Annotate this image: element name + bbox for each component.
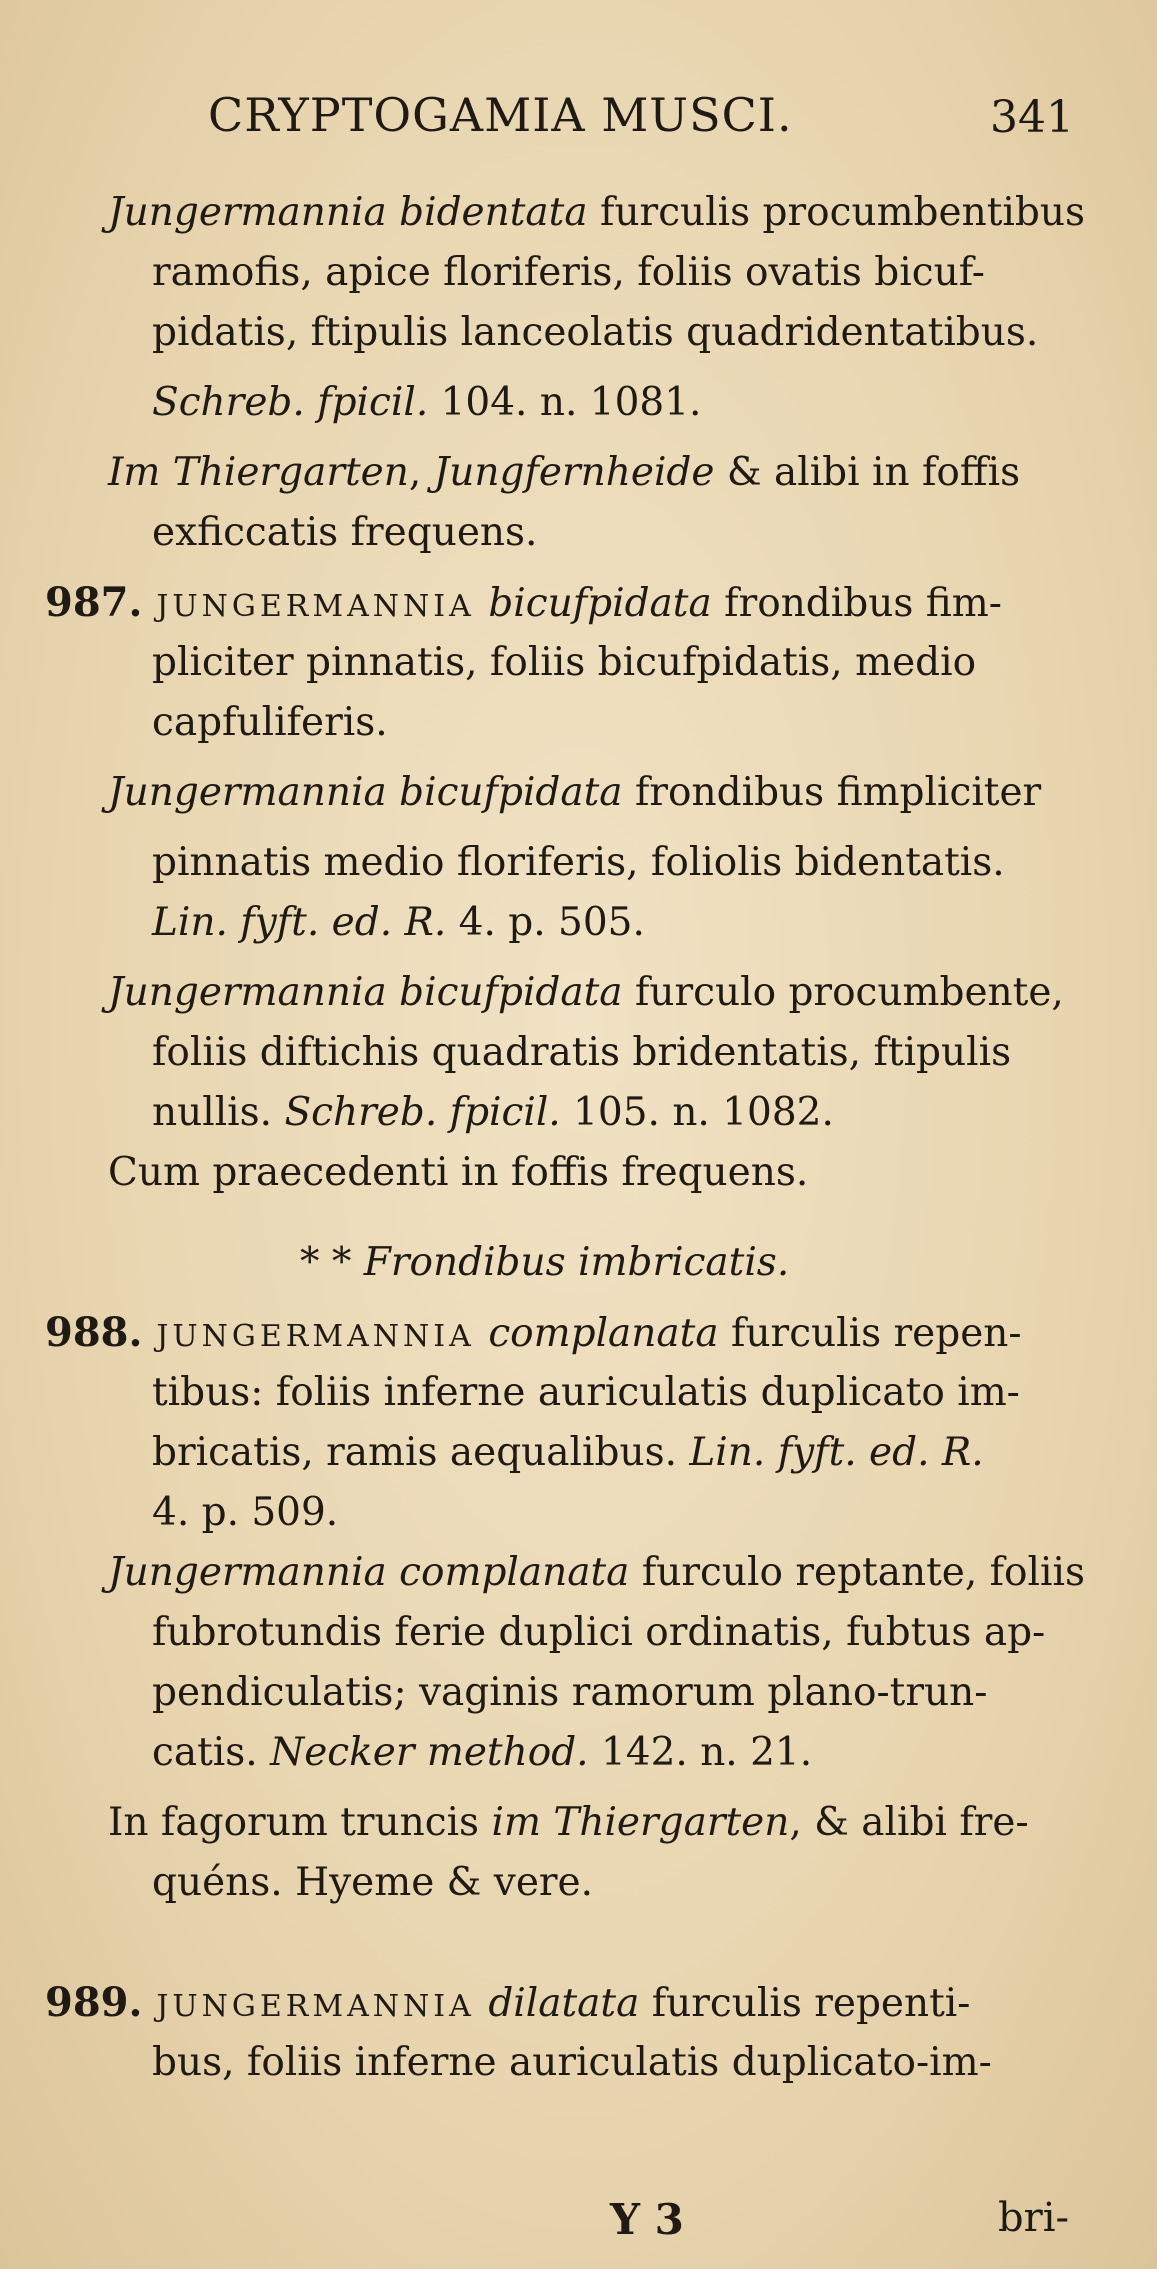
text-run: complanata (488, 1311, 719, 1356)
text-run: Necker method. (270, 1730, 589, 1775)
text-line (300, 1238, 789, 1288)
text-line (108, 448, 1020, 498)
text-line (152, 1858, 593, 1908)
text-run: tibus: foliis inferne auriculatis duplicato im- (152, 1370, 1020, 1415)
text-run: 104. n. 1081. (428, 380, 702, 425)
text-run: bicufpidata (488, 581, 712, 626)
entry-number: 987. (45, 579, 157, 626)
text-run: frondibus fim- (711, 581, 1002, 626)
running-header (0, 88, 1157, 148)
text-line (152, 378, 701, 428)
text-run: foliis diftichis quadratis bridentatis, ftipulis (152, 1030, 1012, 1075)
text-run: exficcatis frequens. (152, 510, 538, 555)
text-line (108, 768, 1041, 818)
text-run: quéns. Hyeme & vere. (152, 1860, 594, 1905)
text-run: dilatata (488, 1981, 640, 2026)
text-run: Schreb. fpicil. (152, 380, 429, 425)
text-run: Jungermannia bicufpidata (108, 770, 623, 815)
text-line (152, 1028, 1011, 1078)
entry-number: 989. (45, 1979, 157, 2026)
text-line (108, 1548, 1085, 1598)
text-run: furculis procumbentibus (587, 190, 1085, 235)
text-run: pliciter pinnatis, foliis bicufpidatis, medio (152, 640, 977, 685)
running-title: CRYPTOGAMIA MUSCI. (208, 88, 793, 142)
text-run: ramofis, apice floriferis, foliis ovatis bicuf- (152, 250, 985, 295)
text-run: bricatis, ramis aequalibus. (152, 1430, 690, 1475)
text-run: pendiculatis; vaginis ramorum plano-trun- (152, 1670, 988, 1715)
text-run: Jungermannia complanata (108, 1550, 630, 1595)
text-run: 4. p. 505. (446, 900, 645, 945)
text-line (152, 508, 537, 558)
text-run: In fagorum truncis (108, 1800, 492, 1845)
text-line (152, 898, 645, 948)
text-run: furculis repenti- (639, 1981, 971, 2026)
text-line (152, 1608, 1045, 1658)
text-run: Lin. fyft. ed. R. (152, 900, 447, 945)
text-run: , & alibi fre- (789, 1800, 1029, 1845)
signature-mark: Y 3 (610, 2195, 684, 2244)
text-run: 105. n. 1082. (560, 1090, 834, 1135)
text-run: Jungfernheide (433, 450, 715, 495)
text-line (108, 188, 1085, 238)
text-run: pidatis, ftipulis lanceolatis quadridentatibus. (152, 310, 1039, 355)
text-run: frondibus fimpliciter (622, 770, 1042, 815)
text-line (152, 248, 985, 298)
text-line (108, 1798, 1029, 1848)
text-line (152, 308, 1038, 358)
genus-name: JUNGERMANNIA (156, 1319, 489, 1354)
text-line (152, 1088, 834, 1138)
text-run: furculo procumbente, (622, 970, 1064, 1015)
text-run: Lin. fyft. ed. R. (689, 1430, 984, 1475)
text-run: Schreb. fpicil. (284, 1090, 561, 1135)
text-line (152, 1428, 984, 1478)
text-line (108, 1148, 808, 1198)
text-run: furculis repen- (718, 1311, 1022, 1356)
text-line (152, 698, 388, 748)
text-run: im Thiergarten (491, 1800, 790, 1845)
text-run: , (408, 450, 434, 495)
text-run: catis. (152, 1730, 271, 1775)
text-run: pinnatis medio floriferis, foliolis bidentatis. (152, 840, 1005, 885)
text-run: fubrotundis ferie duplici ordinatis, fubtus ap- (152, 1610, 1046, 1655)
genus-name: JUNGERMANNIA (156, 589, 489, 624)
text-run: 4. p. 509. (152, 1490, 339, 1535)
text-line (152, 638, 976, 688)
text-line (108, 968, 1064, 1018)
text-line (45, 578, 1002, 632)
text-run: 142. n. 21. (588, 1730, 813, 1775)
text-line (152, 1368, 1020, 1418)
text-line (152, 1668, 987, 1718)
catchword: bri- (998, 2195, 1070, 2241)
text-line (152, 1728, 812, 1778)
text-run: Cum praecedenti in foffis frequens. (108, 1150, 809, 1195)
genus-name: JUNGERMANNIA (156, 1989, 489, 2024)
text-line (45, 1978, 970, 2032)
text-run: Frondibus imbricatis. (363, 1240, 790, 1285)
text-run: furculo reptante, foliis (629, 1550, 1085, 1595)
text-run: & alibi in foffis (714, 450, 1021, 495)
text-line (152, 838, 1005, 888)
text-line (45, 1308, 1022, 1362)
entry-number: 988. (45, 1309, 157, 1356)
text-run: capfuliferis. (152, 700, 388, 745)
text-run: nullis. (152, 1090, 285, 1135)
text-run: Jungermannia bidentata (108, 190, 588, 235)
text-run: bus, foliis inferne auriculatis duplicato-im- (152, 2040, 992, 2085)
text-run: Jungermannia bicufpidata (108, 970, 623, 1015)
page-number: 341 (990, 92, 1074, 143)
text-line (152, 1488, 338, 1538)
text-run: Im Thiergarten (108, 450, 409, 495)
text-line (152, 2038, 992, 2088)
text-run: * * (300, 1240, 364, 1285)
